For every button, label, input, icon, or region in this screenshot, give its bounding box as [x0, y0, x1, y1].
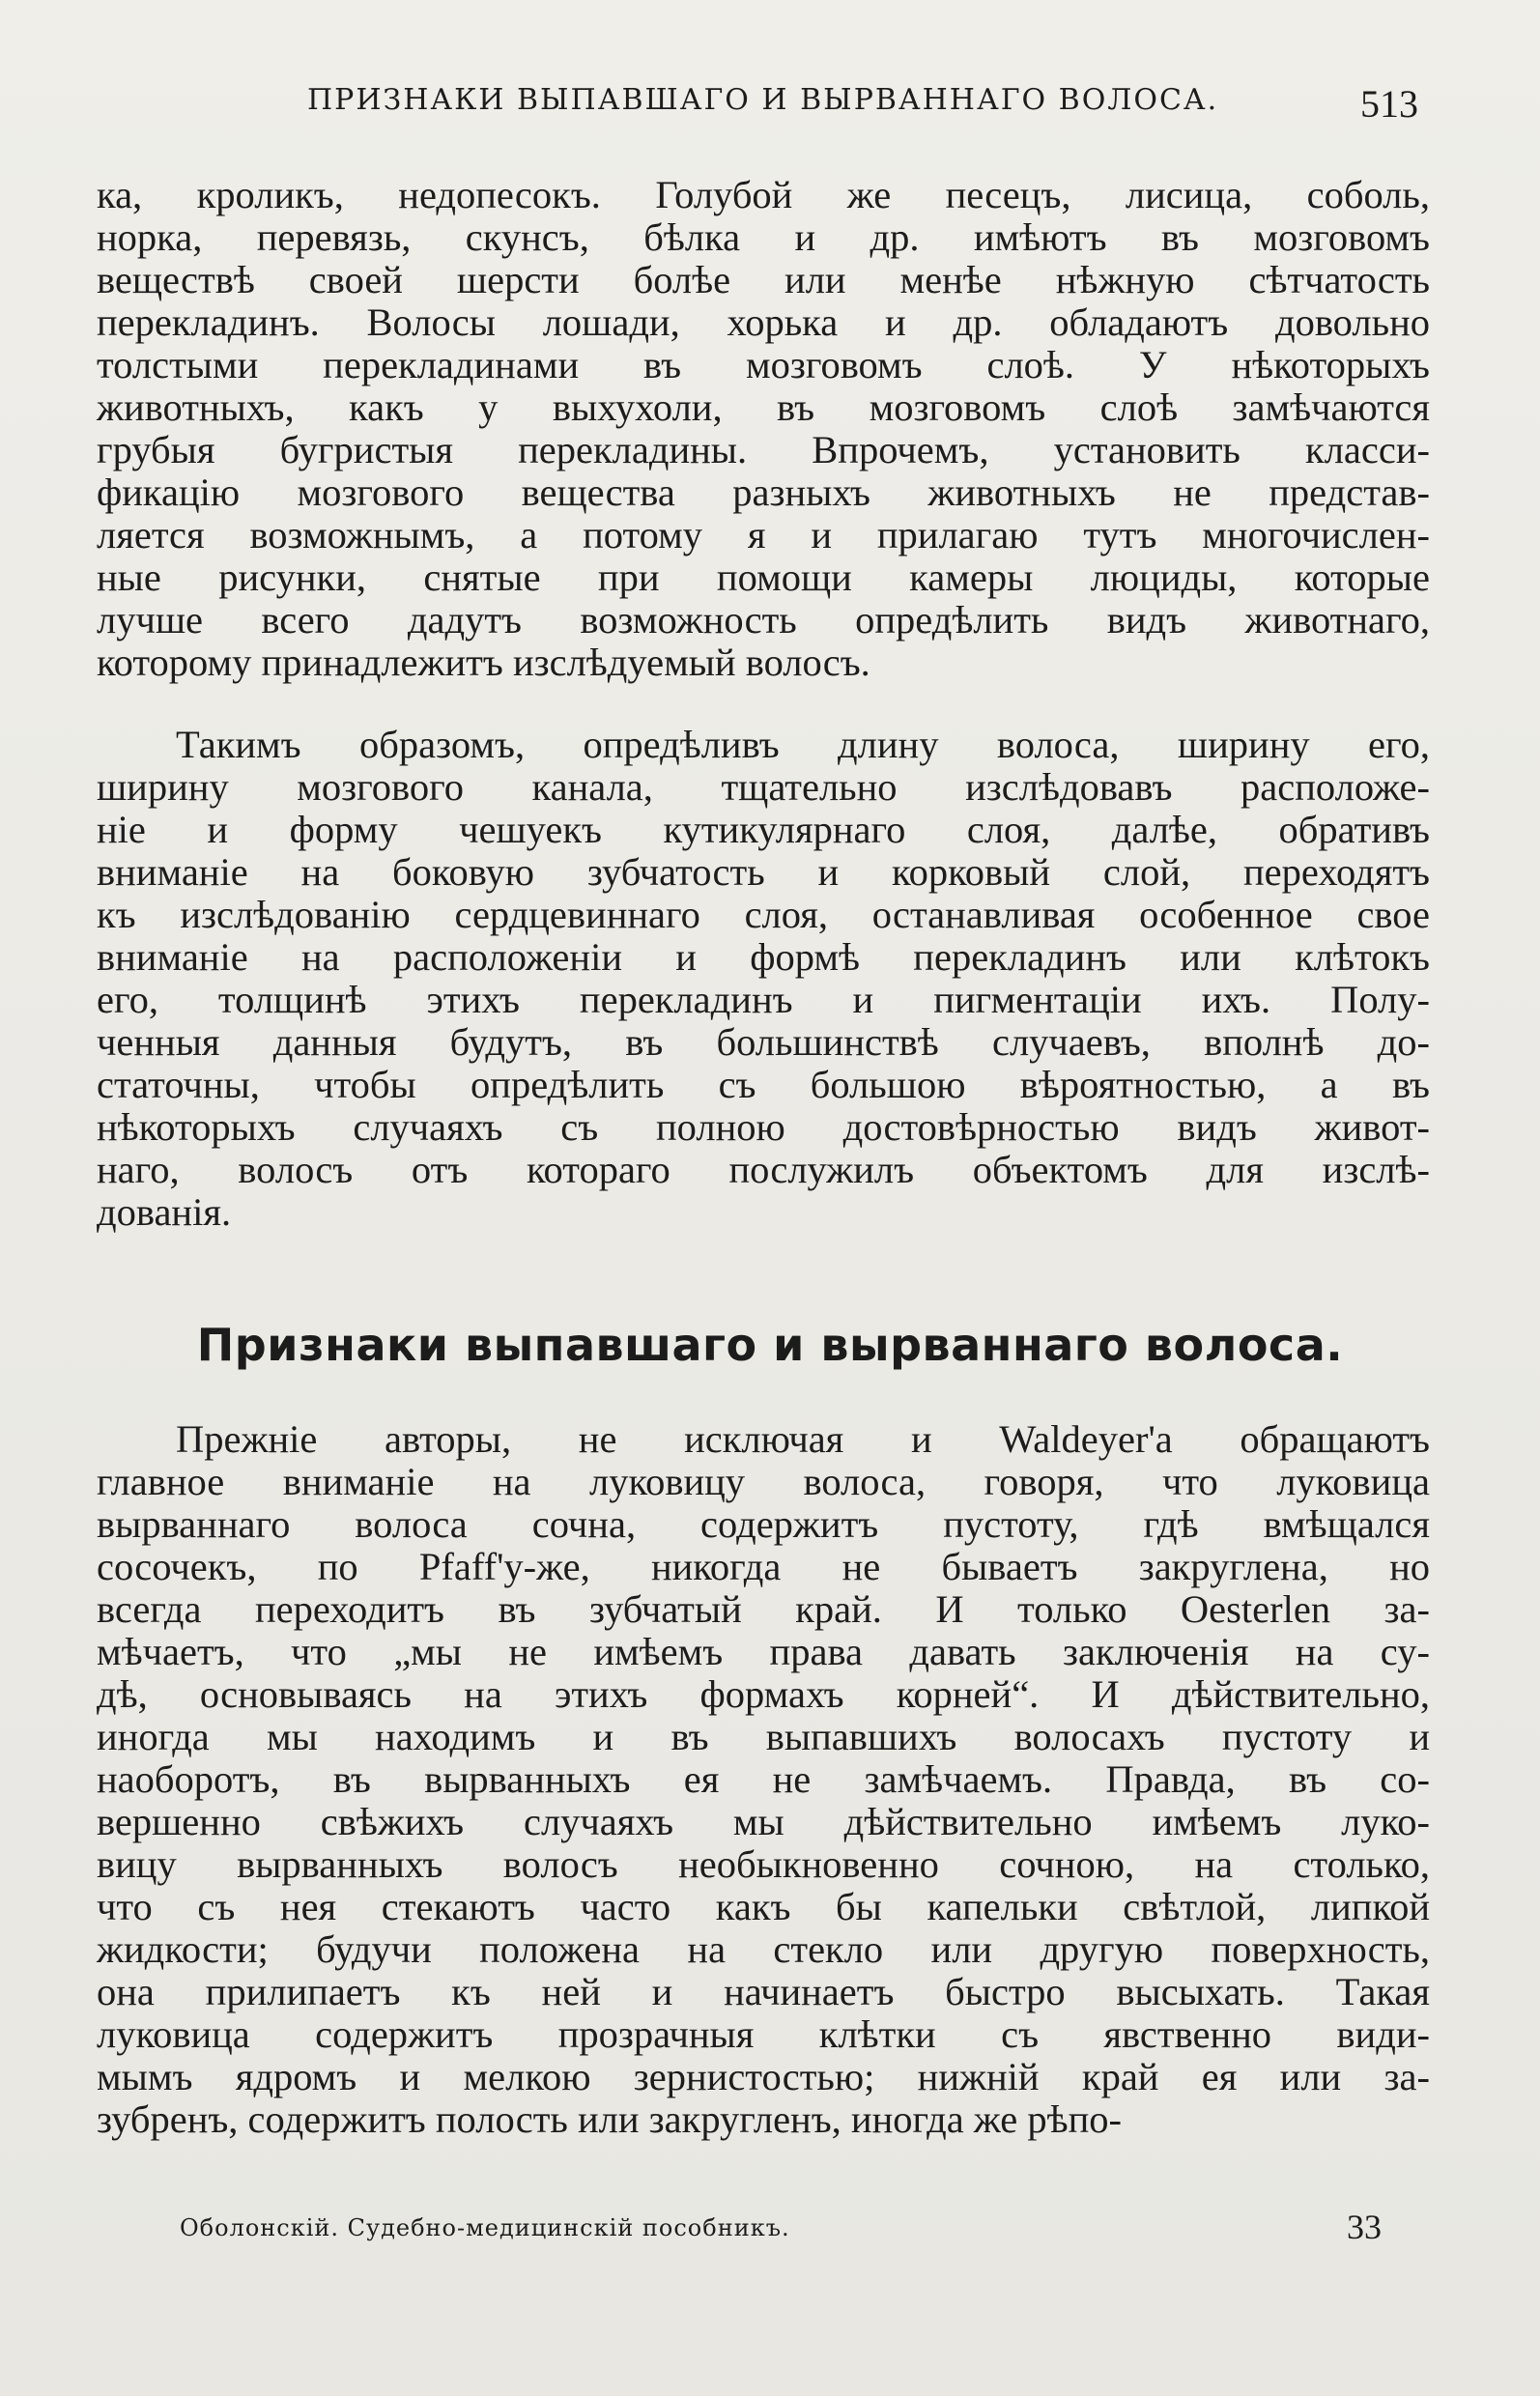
footer-signature-mark: 33 [1347, 2208, 1382, 2246]
text-line: грубыя бугристыя перекладины. Впрочемъ, установить класси- [97, 428, 1430, 471]
footer-author-line: Оболонскій. Судебно-медицинскій пособникъ. [180, 2214, 790, 2241]
paragraph-continuation [97, 174, 1430, 684]
text-line: вицу вырванныхъ волосъ необыкновенно сочною, на столько, [97, 1842, 1430, 1886]
text-line: ченныя данныя будутъ, въ большинствѣ случаевъ, вполнѣ до- [97, 1020, 1430, 1064]
text-line: дѣ, основываясь на этихъ формахъ корней“. И дѣйствительно, [97, 1672, 1430, 1716]
text-line: сосочекъ, по Pfaff'у-же, никогда не бываетъ закруглена, но [97, 1545, 1430, 1588]
text-line: наоборотъ, въ вырванныхъ ея не замѣчаемъ. Правда, въ со- [97, 1757, 1430, 1801]
text-line: она прилипаетъ къ ней и начинаетъ быстро высыхать. Такая [97, 1970, 1430, 2013]
text-line: нѣкоторыхъ случаяхъ съ полною достовѣрностью видъ живот- [97, 1105, 1430, 1149]
text-line: статочны, чтобы опредѣлить съ большою вѣроятностью, а въ [97, 1063, 1430, 1106]
text-line: фикацію мозгового вещества разныхъ животныхъ не представ- [97, 471, 1430, 514]
text-line: луковица содержитъ прозрачныя клѣтки съ явственно види- [97, 2012, 1430, 2056]
text-line: вниманіе на расположеніи и формѣ перекладинъ или клѣтокъ [97, 935, 1430, 979]
text-line: его, толщинѣ этихъ перекладинъ и пигментаціи ихъ. Полу- [97, 978, 1430, 1021]
text-line: ляется возможнымъ, а потому я и прилагаю тутъ многочислен- [97, 513, 1430, 556]
running-head: ПРИЗНАКИ ВЫПАВШАГО И ВЫРВАННАГО ВОЛОСА. [307, 83, 1219, 117]
text-line: лучше всего дадутъ возможность опредѣлить видъ животнаго, [97, 598, 1430, 642]
text-line: веществѣ своей шерсти болѣе или менѣе нѣжную сѣтчатость [97, 258, 1430, 301]
text-line: вниманіе на боковую зубчатость и корковый слой, переходятъ [97, 850, 1430, 894]
text-line: дованія. [97, 1190, 232, 1234]
text-line: норка, перевязь, скунсъ, бѣлка и др. имѣютъ въ мозговомъ [97, 215, 1430, 259]
text-line: наго, волосъ отъ котораго послужилъ объектомъ для изслѣ- [97, 1148, 1430, 1191]
text-line: ные рисунки, снятые при помощи камеры люциды, которые [97, 556, 1430, 599]
text-line: Прежніе авторы, не исключая и Waldeyer'а обращаютъ [176, 1417, 1430, 1461]
text-line: всегда переходитъ въ зубчатый край. И только Oesterlen за- [97, 1587, 1430, 1631]
page-number: 513 [1360, 82, 1418, 126]
text-line: иногда мы находимъ и въ выпавшихъ волосахъ пустоту и [97, 1715, 1430, 1758]
text-line: перекладинъ. Волосы лошади, хорька и др. обладаютъ довольно [97, 300, 1430, 344]
text-line: мымъ ядромъ и мелкою зернистостью; нижній край ея или за- [97, 2055, 1430, 2098]
text-line: толстыми перекладинами въ мозговомъ слоѣ. У нѣкоторыхъ [97, 343, 1430, 386]
text-line: вырваннаго волоса сочна, содержитъ пустоту, гдѣ вмѣщался [97, 1502, 1430, 1546]
text-line: что съ нея стекаютъ часто какъ бы капельки свѣтлой, липкой [97, 1885, 1430, 1928]
text-line: вершенно свѣжихъ случаяхъ мы дѣйствительно имѣемъ луко- [97, 1800, 1430, 1843]
text-line: которому принадлежитъ изслѣдуемый волосъ. [97, 641, 870, 684]
paragraph-summary [97, 724, 1430, 1234]
paragraph-hair-bulb [97, 1418, 1430, 2141]
section-heading: Признаки выпавшаго и вырваннаго волоса. [196, 1319, 1344, 1371]
text-line: жидкости; будучи положена на стекло или другую поверхность, [97, 1927, 1430, 1971]
text-line: ніе и форму чешуекъ кутикулярнаго слоя, далѣе, обративъ [97, 808, 1430, 851]
text-line: главное вниманіе на луковицу волоса, говоря, что луковица [97, 1460, 1430, 1503]
text-line: ширину мозгового канала, тщательно изслѣдовавъ расположе- [97, 765, 1430, 809]
text-line: зубренъ, содержитъ полость или закругленъ, иногда же рѣпо- [97, 2097, 1123, 2141]
text-line: животныхъ, какъ у выхухоли, въ мозговомъ слоѣ замѣчаются [97, 385, 1430, 429]
text-line: Такимъ образомъ, опредѣливъ длину волоса, ширину его, [176, 723, 1430, 766]
text-line: къ изслѣдованію сердцевиннаго слоя, останавливая особенное свое [97, 893, 1430, 936]
text-line: ка, кроликъ, недопесокъ. Голубой же песецъ, лисица, соболь, [97, 173, 1430, 216]
text-line: мѣчаетъ, что „мы не имѣемъ права давать заключенія на су- [97, 1630, 1430, 1673]
